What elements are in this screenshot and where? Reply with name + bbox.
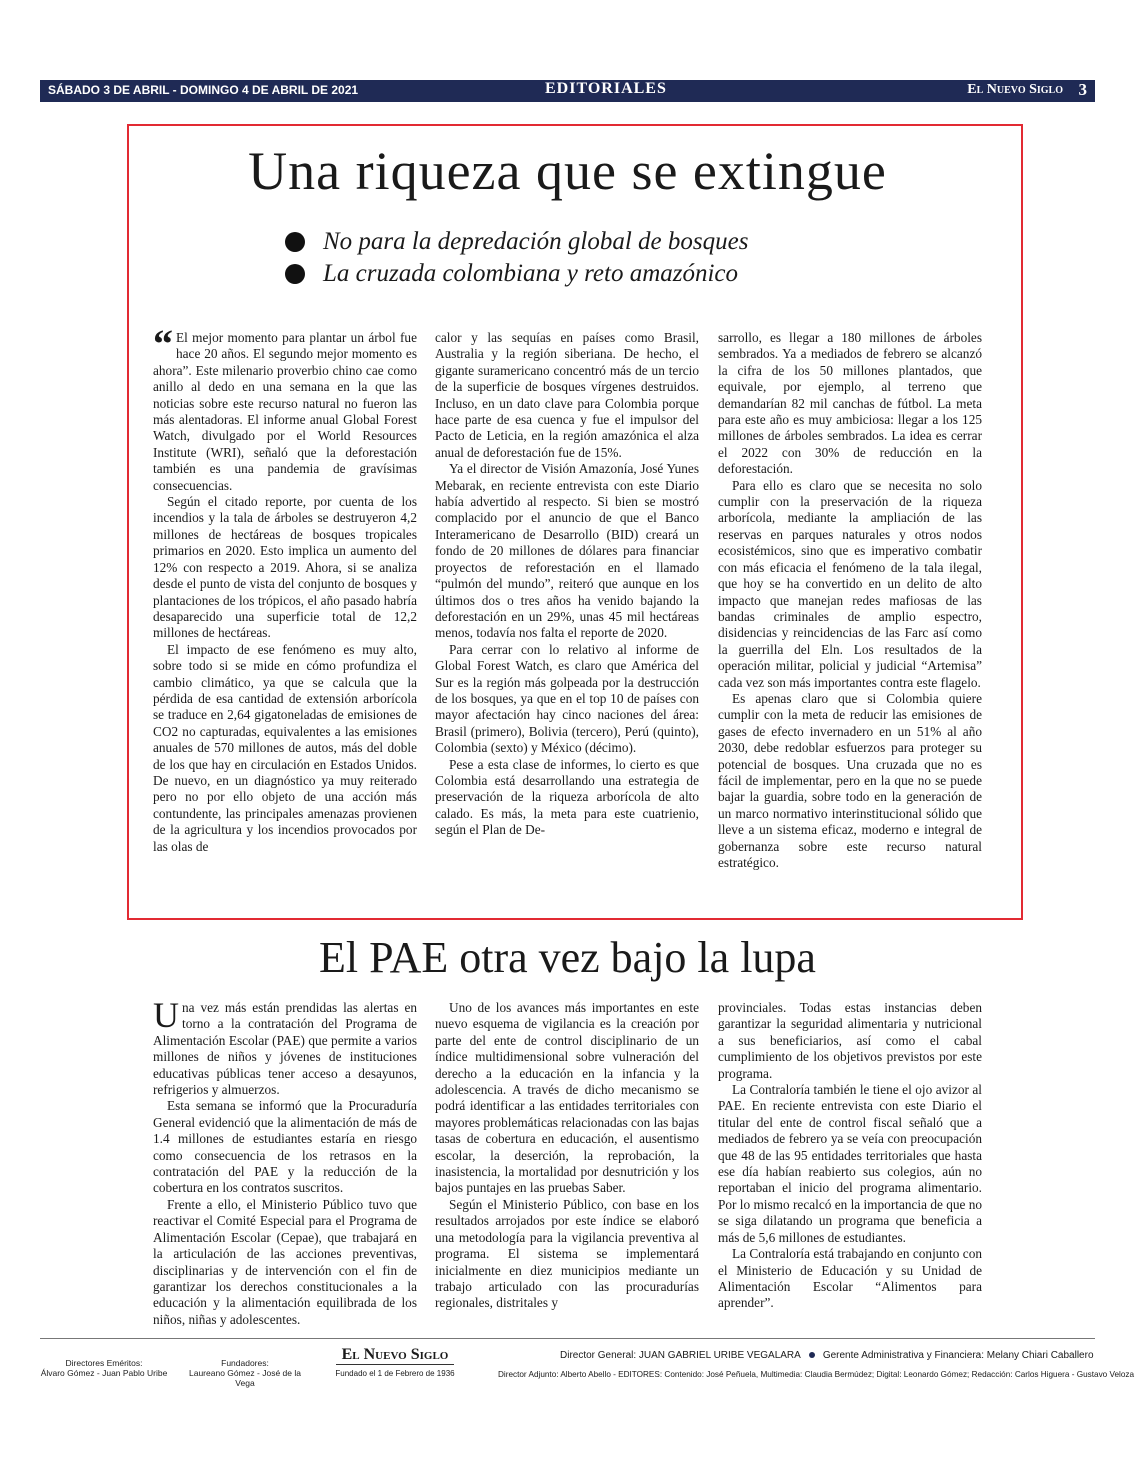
paragraph-text: El mejor momento para plantar un árbol fue hace 20 años. El segundo mejor momento es ahora”. Este milenario proverbio chino cae como anillo al dedo en una semana en la que las noticias sobre este recurso natural no fueron las más alentadoras. El informe anual Global Forest Watch, divulgado por el World Resources Institute (WRI), señaló que la deforestación también es una pandemia de gravísimas consecuencias. [153,330,417,493]
bullet-icon [285,232,305,252]
subtitle-item [285,258,748,290]
paragraph: Ya el director de Visión Amazonía, José Yunes Mebarak, en reciente entrevista con este Diario había advertido al respecto. Si bien se mostró complacido por el anuncio de que el Banco Interamericano de Desarrollo (BID) creará un fondo de 20 millones de dólares para financiar proyectos de reforestación en el llamado “pulmón del mundo”, reiteró que aunque en los últimos dos o tres años ha venido bajando la deforestación en un 29%, unas 45 mil hectáreas menos, todavía nos falta el reporte de 2020. [435,461,699,641]
paragraph [153,321,417,494]
editorial1-column-1 [153,321,417,855]
page-number: 3 [1078,80,1087,99]
drop-cap: U [153,995,179,1035]
paragraph: sarrollo, es llegar a 180 millones de árboles sembrados. Ya a mediados de febrero se alcanzó la cifra de los 50 millones plantados, que equivale, por ejemplo, al terreno que demandarían 82 mil canchas de fútbol. La meta para este año es muy ambiciosa: llegar a los 125 millones de árboles sembrados. La idea es cerrar el 2022 con 30% de reducción en la deforestación. [718,330,982,477]
editorial2-column-1 [153,995,417,1328]
subtitle-text: No para la depredación global de bosques [323,228,749,255]
founded-date: Fundado el 1 de Febrero de 1936 [335,1369,455,1378]
gerente: Gerente Administrativa y Financiera: Melany Chiari Caballero [822,1350,1094,1361]
newspaper-brand: El Nuevo Siglo [967,82,1063,97]
editorial1-column-2 [435,330,699,839]
footer-divider [40,1338,1095,1339]
page-header [40,80,1095,102]
section-name: EDITORIALES [545,80,667,97]
emeritos-names: Álvaro Gómez - Juan Pablo Uribe [40,1368,168,1378]
separator-dot-icon [809,1352,815,1358]
paragraph: La Contraloría está trabajando en conjunto con el Ministerio de Educación y su Unidad de Alimentación Escolar “Alimentos para aprender”. [718,1246,982,1311]
editors-credits: Director Adjunto: Alberto Abello - EDITORES: Contenido: José Peñuela, Multimedia: Claudia Bermúdez; Digital: Leonardo Gómez; Redacción: Carlos Higuera - Gustavo Veloza [498,1370,1135,1379]
quote-mark-icon: “ [153,321,173,366]
director-general: Director General: JUAN GABRIEL URIBE VEGALARA [560,1350,801,1361]
paragraph: Frente a ello, el Ministerio Público tuvo que reactivar el Comité Especial para el Programa de Alimentación Escolar (Cepae), que trabajará en la articulación de las acciones preventivas, disciplinarias y de intervención con el fin de garantizar los derechos constitucionales a la educación y la alimentación equilibrada de los niños, niñas y adolescentes. [153,1196,417,1327]
fundadores-label: Fundadores: [221,1358,269,1368]
editorial1-subtitles [285,226,748,290]
paragraph: Según el citado reporte, por cuenta de los incendios y la tala de árboles se destruyeron 4,2 millones de hectáreas de bosques tropicales primarios en 2020. Esto implica un aumento del 12% con respecto a 2019. Ahora, si se analiza desde el punto de vista del conjunto de bosques y plantaciones de los trópicos, el año pasado habría desaparecido una superficie total de 12,2 millones de hectáreas. [153,494,417,641]
fundadores [180,1358,310,1388]
paragraph: provinciales. Todas estas instancias deben garantizar la seguridad alimentaria y nutricional a sus beneficiarios, así como el cabal cumplimiento de los objetivos previstos por este programa. [718,1000,982,1081]
subtitle-item [285,226,748,258]
editorial2-column-2 [435,1000,699,1312]
editorial1-title: Una riqueza que se extingue [248,141,887,201]
issue-date: SÁBADO 3 DE ABRIL - DOMINGO 4 DE ABRIL DE 2021 [48,83,359,97]
editorial1-column-3 [718,330,982,871]
editorial2-column-3 [718,1000,982,1312]
subtitle-text: La cruzada colombiana y reto amazónico [323,260,739,287]
emeritos-label: Directores Eméritos: [65,1358,143,1368]
paragraph: Para ello es claro que se necesita no solo cumplir con la preservación de la riqueza arborícola, mediante la ampliación de las reservas en parques naturales y otros nodos ecosistémicos, sino que es imperativo combatir con más eficacia el fenómeno de la tala ilegal, que hoy se ha convertido en un delito de alto impacto que manejan redes mafiosas de las bandas criminales de amplio espectro, disidencias y reincidencias de las Farc así como la guerrilla del Eln. Los resultados de la operación militar, policial y judicial “Artemisa” cada vez son más importantes contra este flagelo. [718,477,982,690]
paragraph: Según el Ministerio Público, con base en los resultados arrojados por este índice se elaboró una metodología para la vigilancia preventiva al programa. El sistema se implementará inicialmente en diez municipios mediante un trabajo articulado con las procuradurías regionales, distritales y [435,1196,699,1311]
paragraph: Uno de los avances más importantes en este nuevo esquema de vigilancia es la creación por parte del ente de control disciplinario de un índice multidimensional sobre vulneración del derecho a la educación en la infancia y la adolescencia. A través de dicho mecanismo se podrá identificar a las entidades territoriales con mayores problemáticas relacionadas con las bajas tasas de cobertura en educación, el ausentismo escolar, la deserción, la reprobación, la inasistencia, la mortalidad por desnutrición y los bajos puntajes en las pruebas Saber. [435,1000,699,1196]
paragraph: Esta semana se informó que la Procuraduría General evidenció que la alimentación de más de 1.4 millones de estudiantes estaría en riesgo como consecuencia de los retrasos en la contratación del PAE y la reducción de la cobertura en los contratos suscritos. [153,1098,417,1196]
paragraph: calor y las sequías en países como Brasil, Australia y la región siberiana. De hecho, el gigante suramericano concentró más de un tercio de la superficie de bosques vírgenes destruidos. Incluso, en un dato clave para Colombia porque hace parte de esa cuenca y fue el impulsor del Pacto de Leticia, en la región amazónica el alza anual de deforestación fue de 15%. [435,330,699,460]
directores-emeritos [40,1358,168,1378]
footer-logo: El Nuevo Siglo [336,1346,454,1365]
paragraph: Es apenas claro que si Colombia quiere cumplir con la meta de reducir las emisiones de gases de efecto invernadero en un 51% al año 2030, debe redoblar esfuerzos para proteger su potencial de bosques. Una cruzada que no es fácil de implementar, pero en la que no se puede bajar la guardia, sobre todo en la generación de un marco normativo interinstitucional sólido que lleve a un sistema eficaz, moderno e integral de gobernanza sobre este recurso natural estratégico. [718,690,982,870]
paragraph: La Contraloría también le tiene el ojo avizor al PAE. En reciente entrevista con este Diario el titular del ente de control fiscal señaló que a mediados de febrero ya se veía con preocupación que 48 de las 95 entidades territoriales que hasta ese día habían reabierto sus colegios, aún no reportaban el inicio del programa alimentario. Por lo mismo recalcó en la importancia de que no se siga dilatando un programa que beneficia a más de 5,6 millones de estudiantes. [718,1082,983,1245]
fundadores-names: Laureano Gómez - José de la Vega [189,1368,301,1388]
bullet-icon [285,264,305,284]
paragraph-text: na vez más están prendidas las alertas en torno a la contratación del Programa de Alimentación Escolar (PAE) que permite a varios millones de niños y jóvenes de instituciones educativas públicas tener acceso a desayunos, refrigerios y almuerzos. [153,1000,417,1098]
paragraph [153,995,417,1098]
director-line [560,1350,1094,1361]
paragraph: Para cerrar con lo relativo al informe de Global Forest Watch, es claro que América del Sur es la región más golpeada por la destrucción de los bosques, ya que en el top 10 de países con mayor afectación hay cinco naciones del área: Brasil (primero), Bolivia (tercero), Perú (quinto), Colombia (sexto) y México (décimo). [435,641,699,756]
editorial2-title: El PAE otra vez bajo la lupa [319,933,816,982]
paragraph: El impacto de ese fenómeno es muy alto, sobre todo si se mide en cómo profundiza el cambio climático, ya que se calcula que la pérdida de esa cantidad de extensión arborícola se traduce en 2,64 gigatoneladas de emisiones de CO2 no capturadas, equivalentes a las emisiones anuales de 570 millones de autos, más del doble de los que hay en circulación en Estados Unidos. De nuevo, en un diagnóstico ya muy reiterado pero no por ello objeto de una acción más contundente, las principales amenazas provienen de la agricultura y los incendios provocados por las olas de [153,641,417,854]
paragraph: Pese a esta clase de informes, lo cierto es que Colombia está desarrollando una estrategia de preservación de la riqueza arborícola de alto calado. Es más, la meta para este cuatrienio, según el Plan de De- [435,756,699,838]
